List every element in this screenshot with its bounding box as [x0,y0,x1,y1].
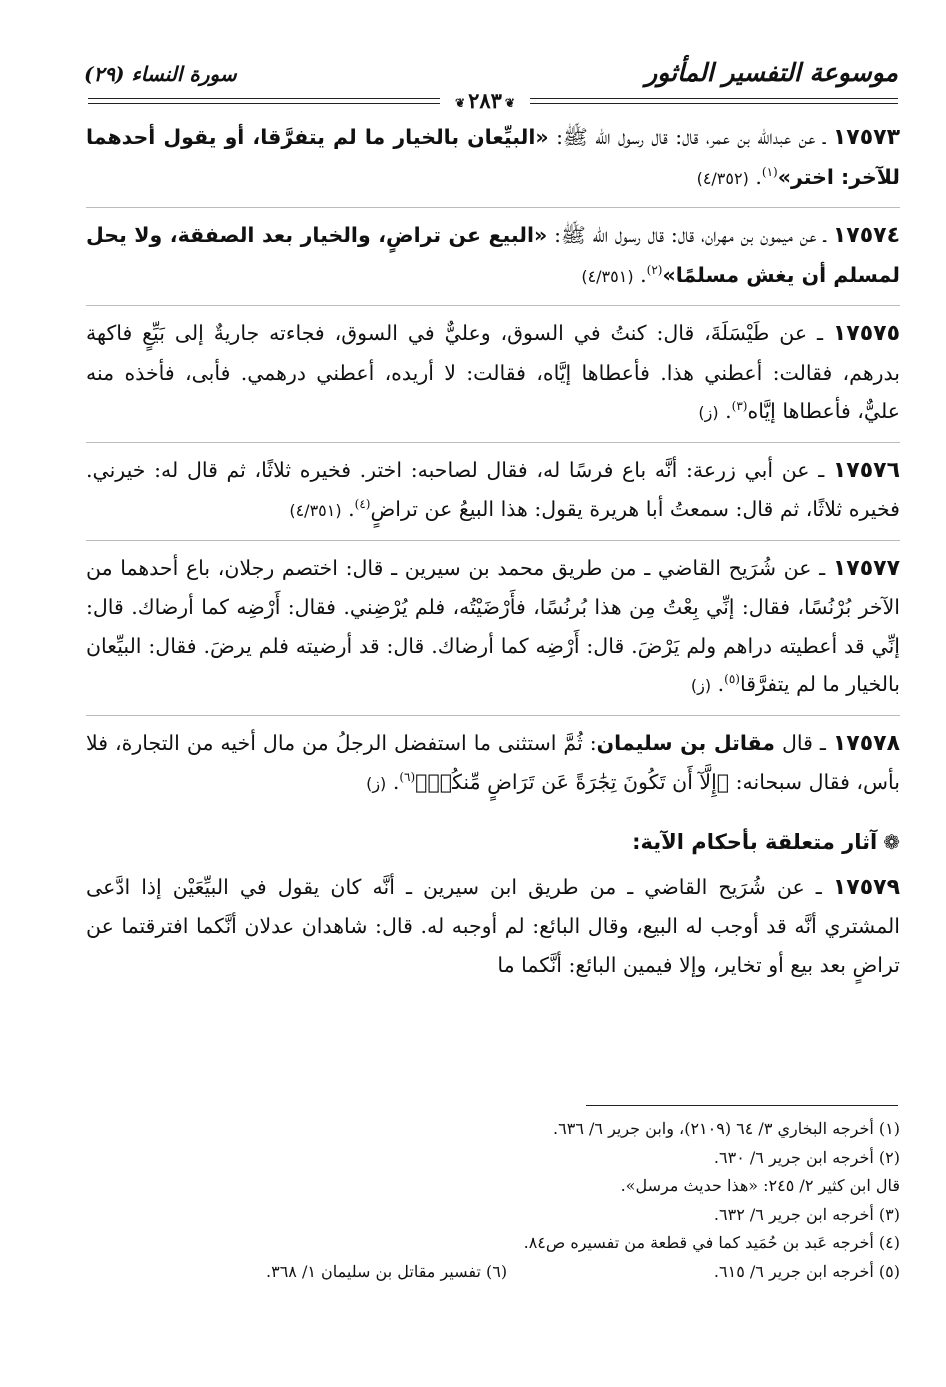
footnote-2-note: قال ابن كثير ٢/ ٢٤٥: «هذا حديث مرسل». [620,1176,900,1195]
page-number-text: ٢٨٣ [468,88,502,113]
entry-separator [86,207,900,208]
entry-text: ـ عن شُرَيح القاضي ـ من طريق محمد بن سيرين ـ قال: اختصم رجلان، باع أحدهما من الآخر بُرْنُسًا، فقال: إنِّي بِعْتُ مِن هذا بُرنُسًا، فأَرْضَيْتُه، فلم يُرْضِني. فقال: أَرْضِه كما أرضاك. قال: إنِّي قد أعطيته دراهم ولم يَرْضَ. قال: أَرْضِه كما أرضاك. قال: قد أرضيته فلم يرضَ. فقال: البيِّعان بالخيار ما لم يتفرَّقا [86,555,900,696]
footnote-1: (١) أخرجه البخاري ٣/ ٦٤ (٢١٠٩)، وابن جرير ٦/ ٦٣٦. [553,1119,900,1138]
entry-text: ـ قال [774,730,833,755]
entry-text: . [711,672,725,696]
entry-text: : ثُمَّ استثنى ما استفضل الرجلُ من مال أخيه من التجارة، فلا بأس، فقال سبحانه: ﴿إِلَّآ أَن تَكُونَ تِجَٰرَةً عَن تَرَاضٍ مِّنكُمۡ﴾ [86,730,900,794]
section-entry [86,868,900,985]
source-reference: (٤/٣٥١) [581,266,634,286]
source-reference: (٤/٣٥١) [289,501,342,520]
footnote-3: (٣) أخرجه ابن جرير ٦/ ٦٣٢. [713,1204,900,1224]
bold-text: مقاتل بن سليمان [596,730,775,755]
entry-separator [86,305,900,306]
book-title: موسوعة التفسير المأثور [645,58,898,87]
entry-number: ١٧٥٧٥ [832,321,900,346]
footnote-rule [586,1105,898,1106]
entry-text: ـ عن شُرَيح القاضي ـ من طريق ابن سيرين ـ أنَّه كان يقول في البيِّعَيْن إذا ادَّعى المشتري أنَّه قد أوجب له البيع، وقال البائع: لم أوجبه له. قال: شاهدان عدلان أنَّكما افترقتما عن تراضٍ بعد بيع أو تخاير، وإلا فيمين البائع: أنَّكما ما [86,874,900,977]
hadith-entry [86,216,900,296]
footnote-2: (٢) أخرجه ابن جرير ٦/ ٦٣٠. [713,1147,900,1167]
flower-bullet-icon: ❁ [883,829,900,854]
surah-label: سورة النساء (٢٩) [84,62,237,86]
entry-number: ١٧٥٧٣ [832,125,900,150]
source-reference: (٤/٣٥٢) [696,168,749,188]
footnote-4: (٤) أخرجه عَبد بن حُمَيد كما في قطعة من تفسيره ص٨٤. [523,1233,900,1252]
section-title: آثار متعلقة بأحكام الآية: [632,829,878,854]
ornament-icon: ❦ [455,95,466,110]
entry-text: . [633,262,647,287]
entry-separator [86,540,900,541]
footnote-marker: (١) [761,164,778,179]
hadith-entry [86,549,900,706]
bold-text: «البيِّعان بالخيار ما لم يتفرَّقا، أو يقول أحدهما للآخر: اختر» [86,125,900,189]
hadith-entry [86,451,900,531]
entry-text: ـ عن عبدالله بن عمر، قال: قال رسول الله ﷺ: [548,125,833,149]
hadith-entry [86,314,900,433]
entries-list [86,118,900,804]
bold-text: «البيع عن تراضٍ، والخيار بعد الصفقة، ولا يحل لمسلم أن يغش مسلمًا» [86,223,900,287]
entry-number: ١٧٥٧٨ [832,730,900,756]
entry-separator [86,442,900,443]
main-content [86,118,900,993]
entry-number: ١٧٥٧٤ [832,223,901,248]
entry-number: ١٧٥٧٧ [832,555,900,581]
hadith-entry [86,724,900,804]
source-reference: (ز) [366,774,387,793]
entry-text: ـ عن طَيْسَلَةَ، قال: كنتُ في السوق، وعليٌّ في السوق، فجاءته جاريةٌ إلى بَيِّعٍ فاكهة بدرهم، فقالت: أعطني هذا. فأعطاها إيَّاه، فقالت: لا أريده، أعطني درهمي. فأبى، فأخذه منه عليٌّ، فأعطاها إيَّاه [86,321,900,423]
entry-number: ١٧٥٧٦ [832,457,900,483]
source-reference: (ز) [698,403,719,422]
entry-text: . [748,164,762,189]
entry-text: ـ عن أبي زرعة: أنَّه باع فرسًا له، فقال لصاحبه: اختر. فخيره ثلاثًا، ثم قال له: خيرني. فخيره ثلاثًا، ثم قال: سمعتُ أبا هريرة يقول: هذا البيعُ عن تراضٍ [86,457,900,521]
hadith-entry [86,118,900,198]
entry-separator [86,715,900,716]
footnote-marker: (٦) [399,770,416,785]
footnotes [86,1115,900,1286]
footnote-marker: (٥) [724,672,740,687]
entry-text: . [386,770,400,794]
footnote-6: (٦) تفسير مقاتل بن سليمان ١/ ٣٦٨. [266,1261,508,1281]
footnote-marker: (٣) [731,399,748,414]
footnote-row-5-6 [86,1258,900,1287]
entry-number: ١٧٥٧٩ [832,874,900,900]
source-reference: (ز) [690,676,712,695]
footnote-marker: (٢) [646,262,663,277]
entry-text: . [718,399,732,423]
section-heading [86,822,900,862]
page-number [440,88,530,113]
entry-text: . [341,497,355,521]
hadith-entry [86,868,900,985]
footnote-5: (٥) أخرجه ابن جرير ٦/ ٦١٥. [713,1261,900,1281]
footnote-marker: (٤) [354,497,371,512]
ornament-icon: ❦ [504,95,515,110]
entry-text: ـ عن ميمون بن مهران، قال: قال رسول الله ﷺ: [547,223,833,247]
